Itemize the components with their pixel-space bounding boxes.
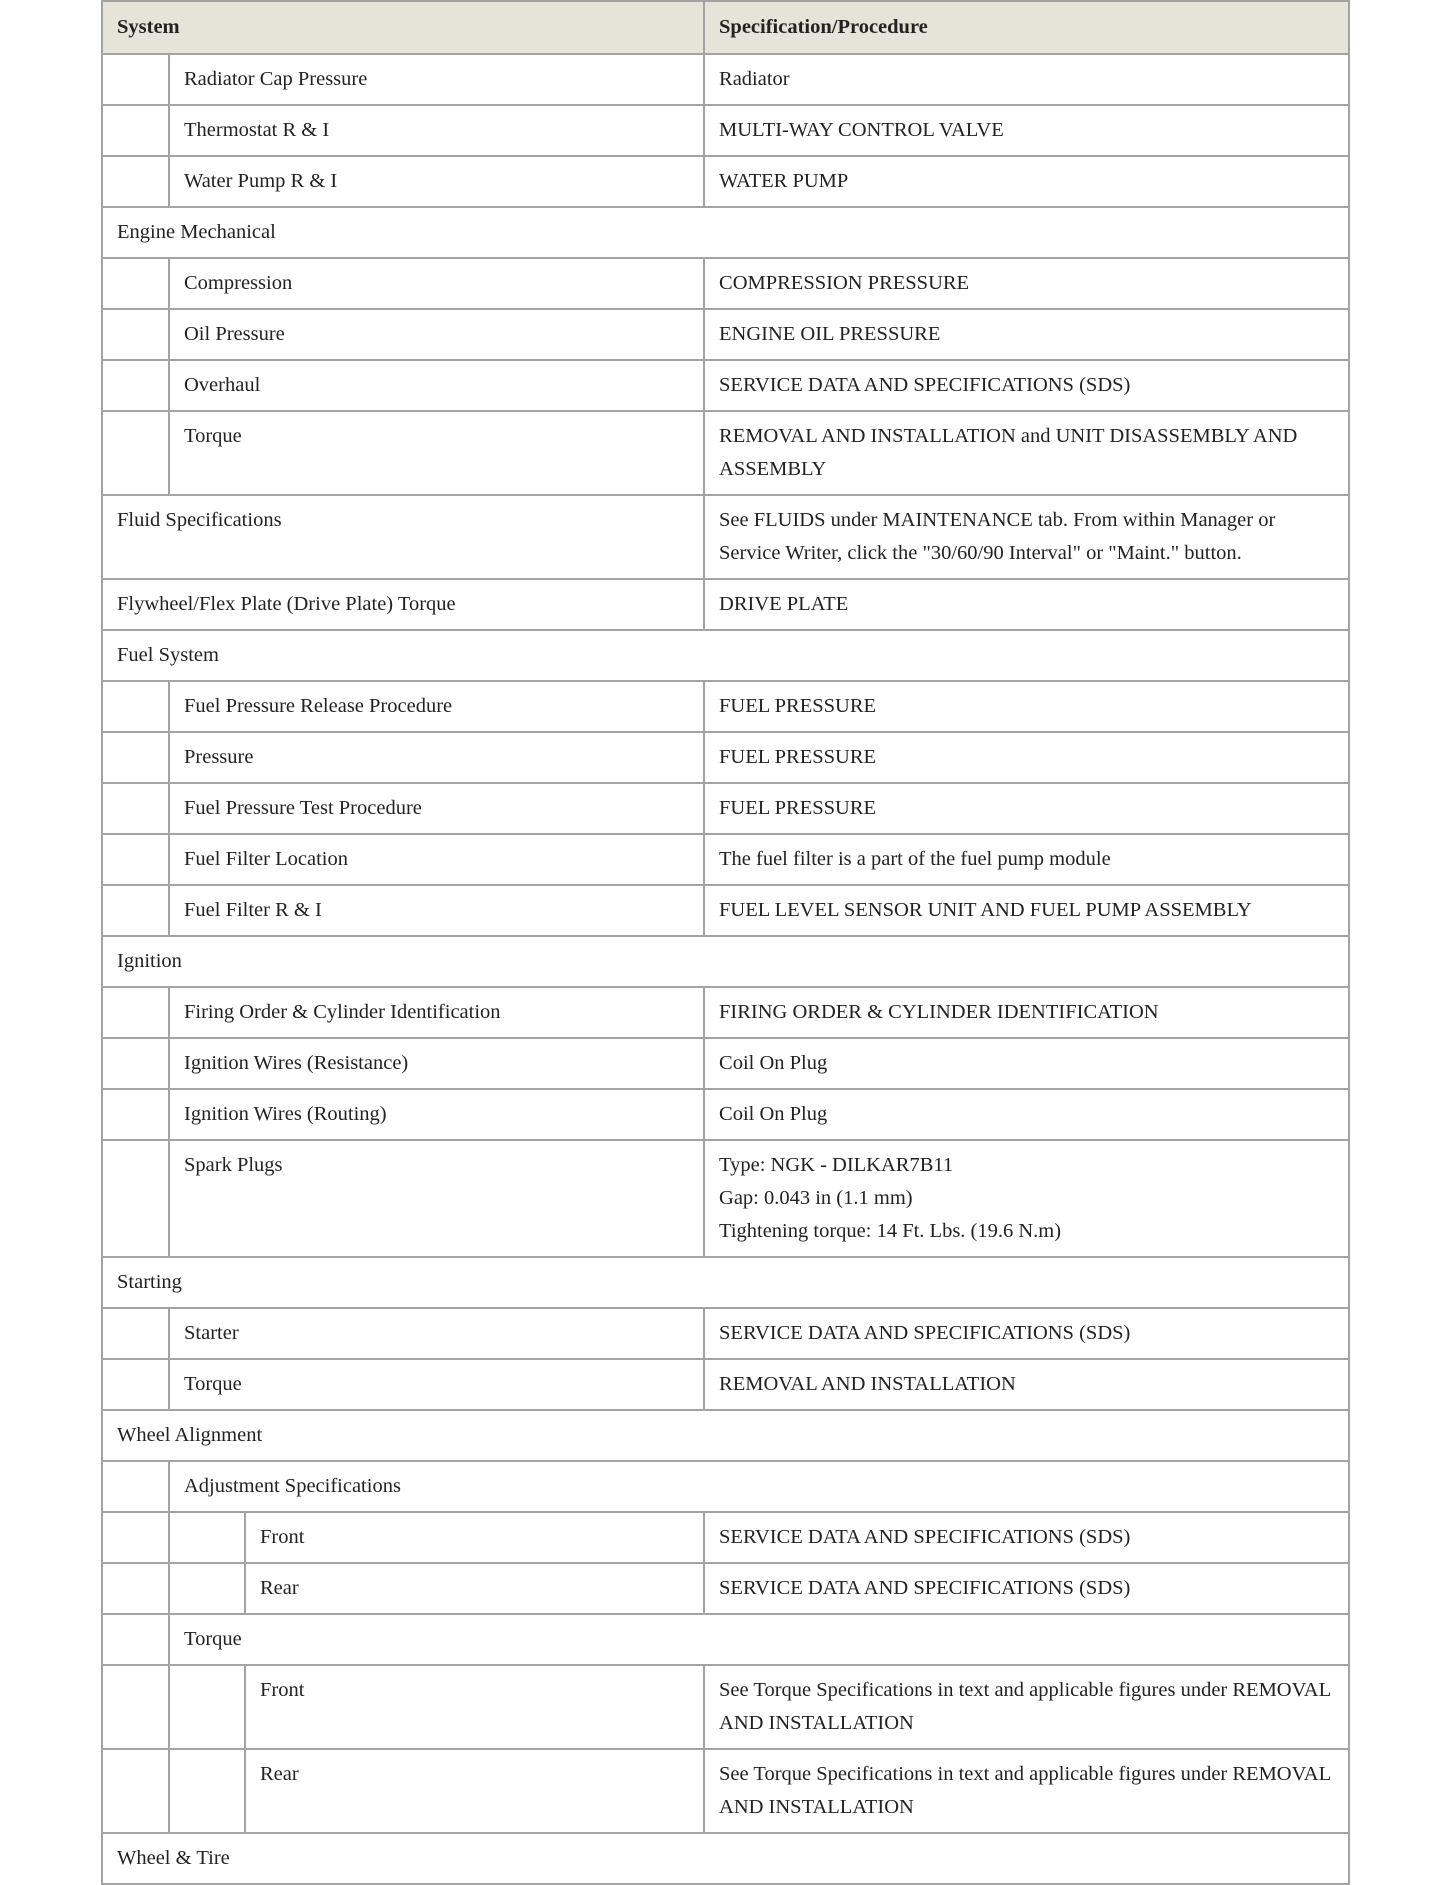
system-item-label: Adjustment Specifications [169,1461,1349,1512]
table-row [102,885,1349,936]
system-item-label: Compression [169,258,704,309]
specification-line: The fuel filter is a part of the fuel pump module [719,848,1111,870]
table-row [102,309,1349,360]
specification-cell [704,1140,1349,1257]
system-item-label: Front [245,1665,704,1749]
table-row [102,1749,1349,1833]
indent-cell [102,1308,169,1359]
table-row [102,1089,1349,1140]
table-row [102,54,1349,105]
specification-cell [704,495,1349,579]
indent-cell [102,834,169,885]
indent-cell [102,1461,169,1512]
specification-line: Radiator [719,68,790,90]
specification-line: See Torque Specifications in text and applicable figures under REMOVAL AND INSTALLATION [719,1763,1331,1818]
system-item-label: Torque [169,411,704,495]
table-row [102,579,1349,630]
system-category-label: Starting [102,1257,1349,1308]
table-row [102,732,1349,783]
system-item-label: Front [245,1512,704,1563]
indent-cell [102,411,169,495]
table-header-row [102,1,1349,54]
system-item-label: Ignition Wires (Routing) [169,1089,704,1140]
specification-table [101,0,1350,1885]
system-item-label: Rear [245,1563,704,1614]
specification-line: SERVICE DATA AND SPECIFICATIONS (SDS) [719,1322,1131,1344]
indent-cell [102,885,169,936]
table-body [102,54,1349,1884]
specification-line: See FLUIDS under MAINTENANCE tab. From within Manager or Service Writer, click the "30/60/90 Interval" or "Maint." button. [719,509,1276,564]
table-row [102,1308,1349,1359]
specification-line: Tightening torque: 14 Ft. Lbs. (19.6 N.m) [719,1220,1062,1242]
system-item-label: Overhaul [169,360,704,411]
table-row [102,1665,1349,1749]
table-row [102,936,1349,987]
table-row [102,1563,1349,1614]
table-row [102,1614,1349,1665]
system-item-label: Firing Order & Cylinder Identification [169,987,704,1038]
specification-cell [704,834,1349,885]
specification-cell [704,579,1349,630]
indent-cell [102,309,169,360]
specification-cell [704,1749,1349,1833]
table-row [102,258,1349,309]
system-category-label: Ignition [102,936,1349,987]
specification-line: SERVICE DATA AND SPECIFICATIONS (SDS) [719,1526,1131,1548]
table-row [102,1257,1349,1308]
table-row [102,1512,1349,1563]
indent-cell [102,1512,169,1563]
specification-cell [704,309,1349,360]
specification-line: Coil On Plug [719,1052,828,1074]
table-row [102,630,1349,681]
specification-line: COMPRESSION PRESSURE [719,272,970,294]
indent-cell [169,1512,245,1563]
specification-cell [704,1665,1349,1749]
specification-cell [704,360,1349,411]
specification-cell [704,54,1349,105]
indent-cell [102,1038,169,1089]
indent-cell [102,156,169,207]
specification-cell [704,1089,1349,1140]
system-item-label: Fuel Pressure Release Procedure [169,681,704,732]
system-category-label: Engine Mechanical [102,207,1349,258]
specification-cell [704,1359,1349,1410]
indent-cell [102,1749,169,1833]
indent-cell [102,54,169,105]
specification-cell [704,1512,1349,1563]
system-item-label: Rear [245,1749,704,1833]
system-item-label: Pressure [169,732,704,783]
specification-line: ENGINE OIL PRESSURE [719,323,941,345]
specification-line: WATER PUMP [719,170,849,192]
table-row [102,1410,1349,1461]
system-category-label: Fluid Specifications [102,495,704,579]
table-row [102,987,1349,1038]
indent-cell [169,1563,245,1614]
specification-cell [704,987,1349,1038]
table-row [102,681,1349,732]
system-item-label: Radiator Cap Pressure [169,54,704,105]
specification-cell [704,258,1349,309]
indent-cell [102,1665,169,1749]
table-row [102,783,1349,834]
table-row [102,1833,1349,1884]
indent-cell [102,1089,169,1140]
specification-line: Gap: 0.043 in (1.1 mm) [719,1187,913,1209]
indent-cell [169,1665,245,1749]
specification-line: FUEL PRESSURE [719,797,877,819]
specification-line: FUEL LEVEL SENSOR UNIT AND FUEL PUMP ASSEMBLY [719,899,1252,921]
system-item-label: Fuel Filter R & I [169,885,704,936]
specification-cell [704,681,1349,732]
indent-cell [169,1749,245,1833]
table-row [102,105,1349,156]
system-category-label: Flywheel/Flex Plate (Drive Plate) Torque [102,579,704,630]
specification-cell [704,411,1349,495]
indent-cell [102,1563,169,1614]
table-row [102,1461,1349,1512]
specification-line: SERVICE DATA AND SPECIFICATIONS (SDS) [719,374,1131,396]
system-item-label: Ignition Wires (Resistance) [169,1038,704,1089]
system-category-label: Fuel System [102,630,1349,681]
indent-cell [102,360,169,411]
system-item-label: Fuel Pressure Test Procedure [169,783,704,834]
system-item-label: Oil Pressure [169,309,704,360]
specification-line: REMOVAL AND INSTALLATION [719,1373,1016,1395]
specification-line: Coil On Plug [719,1103,828,1125]
table-row [102,1038,1349,1089]
system-category-label: Wheel & Tire [102,1833,1349,1884]
specification-cell [704,1038,1349,1089]
table-row [102,360,1349,411]
specification-line: Type: NGK - DILKAR7B11 [719,1154,954,1176]
indent-cell [102,1140,169,1257]
indent-cell [102,681,169,732]
specification-line: FUEL PRESSURE [719,746,877,768]
system-item-label: Water Pump R & I [169,156,704,207]
indent-cell [102,987,169,1038]
system-item-label: Fuel Filter Location [169,834,704,885]
system-item-label: Spark Plugs [169,1140,704,1257]
indent-cell [102,105,169,156]
specification-cell [704,156,1349,207]
indent-cell [102,258,169,309]
header-specification: Specification/Procedure [704,1,1349,54]
specification-line: SERVICE DATA AND SPECIFICATIONS (SDS) [719,1577,1131,1599]
indent-cell [102,1359,169,1410]
system-category-label: Wheel Alignment [102,1410,1349,1461]
indent-cell [102,1614,169,1665]
system-item-label: Torque [169,1359,704,1410]
specification-line: See Torque Specifications in text and applicable figures under REMOVAL AND INSTALLATION [719,1679,1331,1734]
specification-line: DRIVE PLATE [719,593,849,615]
indent-cell [102,783,169,834]
specification-cell [704,732,1349,783]
specification-cell [704,1563,1349,1614]
table-row [102,207,1349,258]
specification-cell [704,885,1349,936]
system-item-label: Thermostat R & I [169,105,704,156]
specification-line: REMOVAL AND INSTALLATION and UNIT DISASSEMBLY AND ASSEMBLY [719,425,1298,480]
table-row [102,1359,1349,1410]
specification-line: MULTI-WAY CONTROL VALVE [719,119,1004,141]
specification-cell [704,783,1349,834]
table-row [102,1140,1349,1257]
indent-cell [102,732,169,783]
specification-line: FUEL PRESSURE [719,695,877,717]
system-item-label: Starter [169,1308,704,1359]
specification-line: FIRING ORDER & CYLINDER IDENTIFICATION [719,1001,1159,1023]
table-row [102,156,1349,207]
specification-cell [704,105,1349,156]
specification-cell [704,1308,1349,1359]
table-row [102,411,1349,495]
system-item-label: Torque [169,1614,1349,1665]
header-system: System [102,1,704,54]
table-row [102,495,1349,579]
table-row [102,834,1349,885]
